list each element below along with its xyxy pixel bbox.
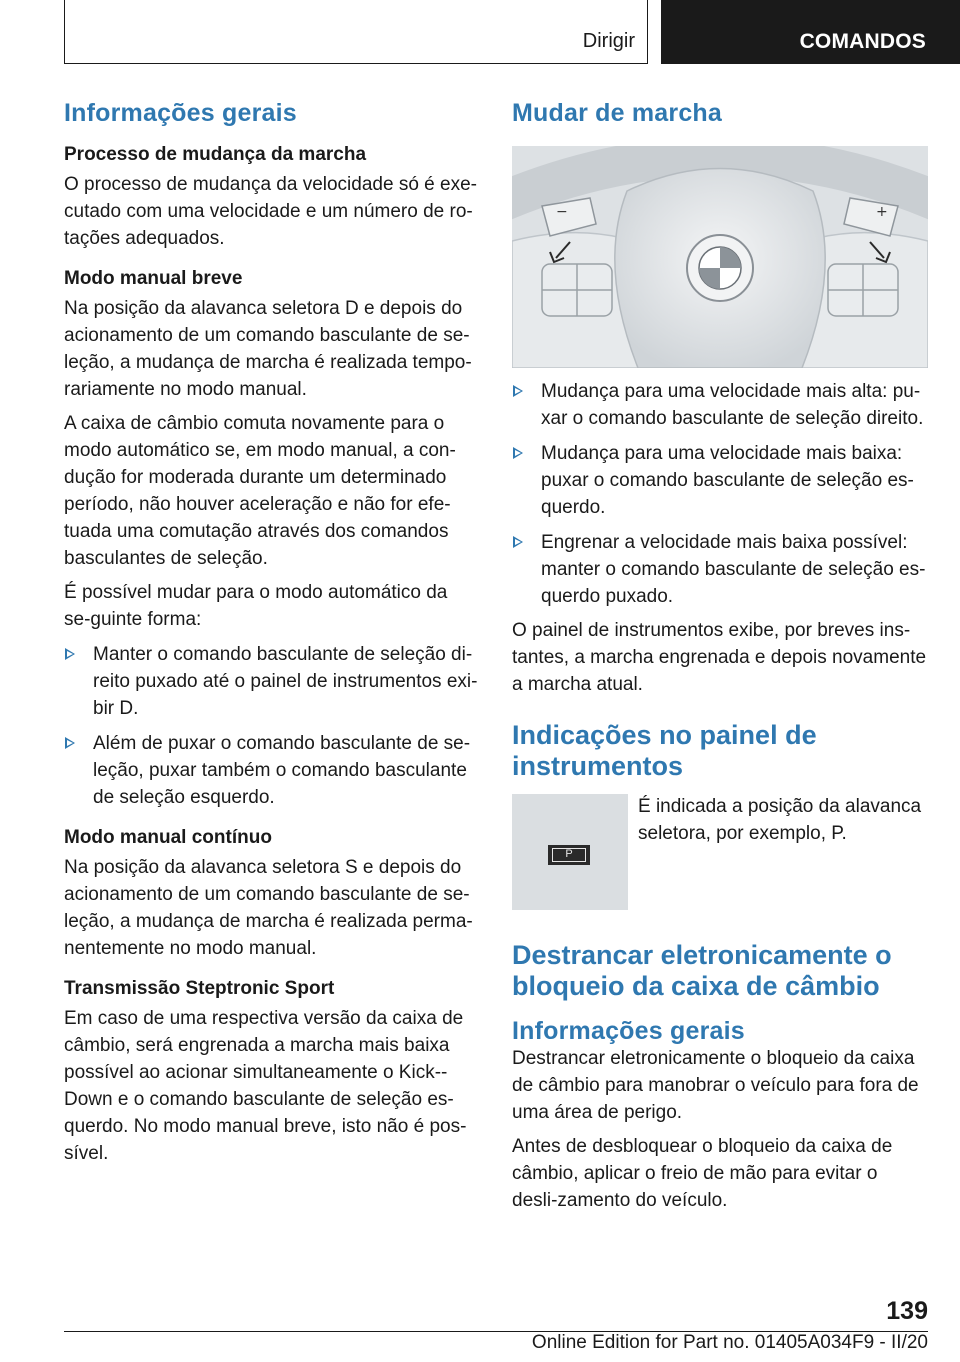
list-item: Manter o comando basculante de seleção di-reito puxado até o painel de instrumentos exi-bir D. xyxy=(64,641,478,722)
manual-brief-text-3: É possível mudar para o modo automático da se-guinte forma: xyxy=(64,582,448,630)
list-item: Mudança para uma velocidade mais alta: pu-xar o comando basculante de seleção direito. xyxy=(512,378,928,432)
steering-wheel-illustration xyxy=(512,146,928,368)
unlock-transmission-heading: Destrancar eletronicamente o bloqueio da caixa de câmbio xyxy=(512,940,892,1001)
header-chapter-box xyxy=(661,0,960,64)
triangle-bullet-icon xyxy=(513,385,523,397)
paddle-plus-label: + xyxy=(876,204,888,220)
unlock-text-2: Antes de desbloquear o bloqueio da caixa de câmbio, aplicar o freio de mão para evitar o desli-zamento do veículo. xyxy=(512,1136,893,1211)
manual-brief-heading: Modo manual breve xyxy=(64,268,243,289)
shift-process-heading: Processo de mudança da marcha xyxy=(64,144,367,165)
general-info-subheading: Informações gerais xyxy=(512,1017,745,1045)
steering-wheel-icon xyxy=(512,146,928,368)
shift-gear-heading: Mudar de marcha xyxy=(512,99,723,127)
cluster-shows-gear-text: O painel de instrumentos exibe, por breves ins-tantes, a marcha engrenada e depois novamente a marcha atual. xyxy=(512,620,927,695)
shift-list xyxy=(512,378,928,610)
header-section-box xyxy=(64,0,648,64)
steptronic-heading: Transmissão Steptronic Sport xyxy=(64,978,335,999)
shift-process-text: O processo de mudança da velocidade só é exe-cutado com uma velocidade e um número de ro-tações adequados. xyxy=(64,174,477,249)
triangle-bullet-icon xyxy=(65,648,75,660)
instrument-display-illustration xyxy=(512,794,628,910)
triangle-bullet-icon xyxy=(513,447,523,459)
auto-return-list xyxy=(64,641,478,811)
triangle-bullet-icon xyxy=(513,536,523,548)
triangle-bullet-icon xyxy=(65,737,75,749)
manual-continuous-heading: Modo manual contínuo xyxy=(64,827,272,848)
display-description: É indicada a posição da alavanca seletora, por exemplo, P. xyxy=(638,796,922,844)
manual-brief-text-2: A caixa de câmbio comuta novamente para o modo automático se, em modo manual, a con-dução for moderada durante um determinado período, não houver aceleração e não for efe-tuada uma comutação através dos comandos basculantes de seleção. xyxy=(64,413,456,569)
paddle-minus-label: − xyxy=(556,204,568,220)
general-info-heading: Informações gerais xyxy=(64,99,297,127)
header-section-title: Dirigir xyxy=(582,30,635,52)
footer-edition: Online Edition for Part no. 01405A034F9 - II/20 xyxy=(531,1332,928,1353)
manual-brief-text-1: Na posição da alavanca seletora D e depois do acionamento de um comando basculante de se-leção, a mudança de marcha é realizada tempo-rariamente no modo manual. xyxy=(64,298,472,400)
left-column xyxy=(64,98,478,1167)
right-column xyxy=(512,98,928,1214)
list-item: Mudança para uma velocidade mais baixa: puxar o comando basculante de seleção es-querdo. xyxy=(512,440,928,521)
gear-p-icon: P xyxy=(548,845,590,865)
cluster-indications-heading: Indicações no painel de instrumentos xyxy=(512,720,817,781)
steptronic-text: Em caso de uma respectiva versão da caixa de câmbio, será engrenada a marcha mais baixa possível ao acionar simultaneamente o Kick--Down e o comando basculante de seleção es-querdo. No modo manual breve, isto não é pos-sível. xyxy=(64,1008,467,1164)
list-item: Engrenar a velocidade mais baixa possível: manter o comando basculante de seleção es-querdo puxado. xyxy=(512,529,928,610)
page-number: 139 xyxy=(886,1297,928,1325)
list-item: Além de puxar o comando basculante de se-leção, puxar também o comando basculante de seleção esquerdo. xyxy=(64,730,478,811)
manual-continuous-text: Na posição da alavanca seletora S e depois do acionamento de um comando basculante de se-leção, a mudança de marcha é realizada perma-nentemente no modo manual. xyxy=(64,857,473,959)
header-chapter-title: COMANDOS xyxy=(799,30,926,53)
unlock-text-1: Destrancar eletronicamente o bloqueio da caixa de câmbio para manobrar o veículo para fora de uma área de perigo. xyxy=(512,1048,919,1123)
display-section xyxy=(512,794,928,912)
